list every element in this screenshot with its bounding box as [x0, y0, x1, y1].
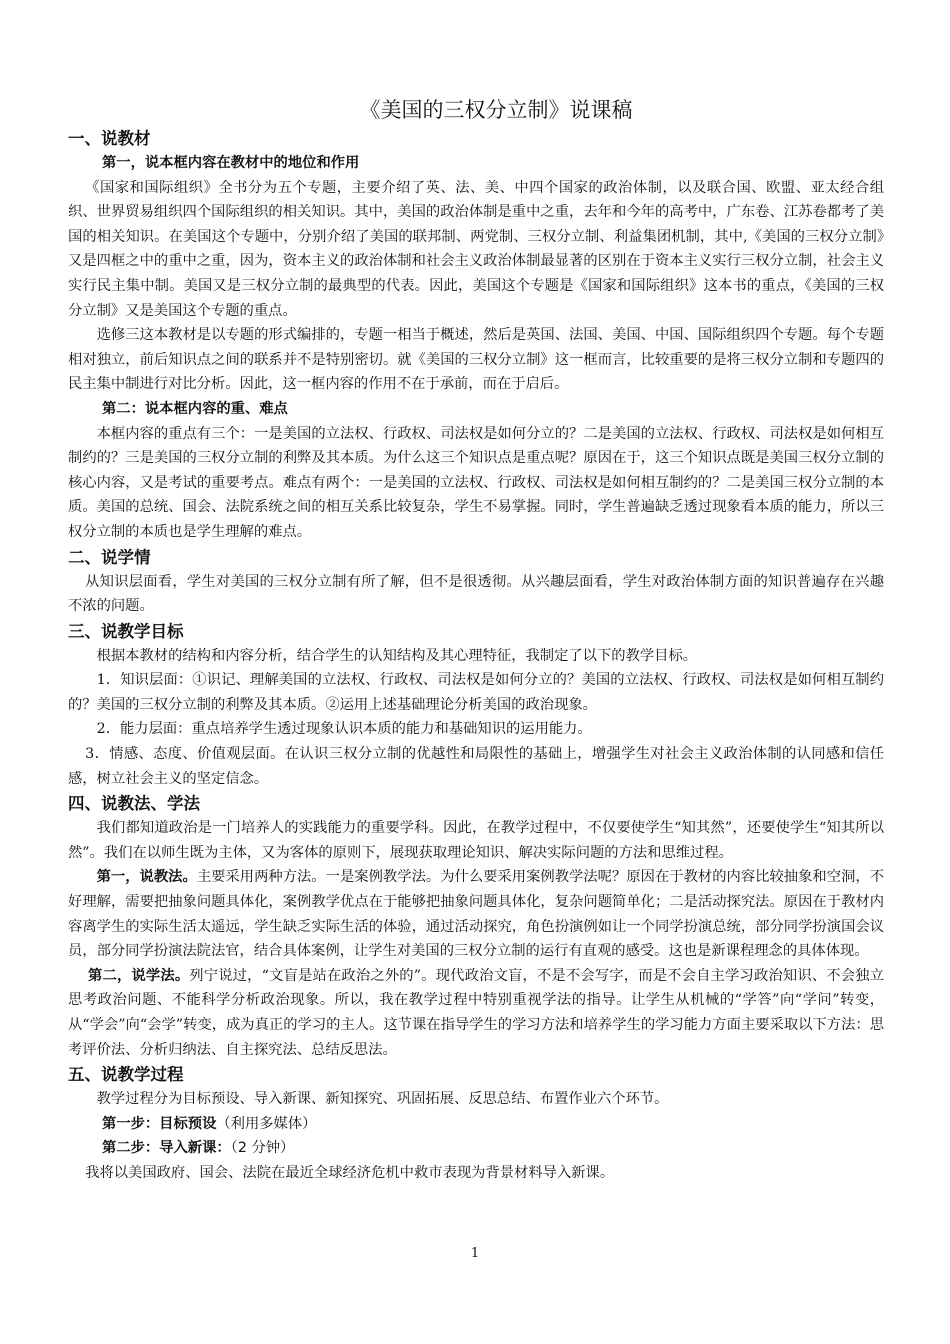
- section-1-subheading-1: 第一，说本框内容在教材中的地位和作用: [102, 155, 360, 171]
- paragraph: 1．知识层面：①识记、理解美国的立法权、行政权、司法权是如何分立的？美国的立法权、行政权、司法权是如何相互制约的？美国的三权分立制的利弊及其本质。②运用上述基础理论分析美国的政治现象。: [68, 672, 884, 713]
- section-1-subheading-2: 第二：说本框内容的重、难点: [102, 400, 288, 417]
- paragraph: 2．能力层面：重点培养学生透过现象认识本质的能力和基础知识的运用能力。: [96, 721, 592, 738]
- paragraph: [68, 865, 884, 963]
- section-5-heading: 五、说教学过程: [68, 1065, 184, 1085]
- page-number: 1: [470, 1246, 480, 1261]
- section-2-heading: 二、说学情: [68, 547, 151, 567]
- section-4-heading: 四、说教法、学法: [68, 794, 200, 814]
- step-1-label: 第一步：目标预设: [102, 1115, 217, 1132]
- paragraph-lead: 第一，说教法。: [96, 869, 197, 886]
- paragraph-lead: 第二，说学法。: [88, 967, 190, 984]
- section-1-heading: 一、说教材: [68, 129, 151, 148]
- step-1: [68, 1112, 884, 1137]
- paragraph: 我将以美国政府、国会、法院在最近全球经济危机中救市表现为背景材料导入新课。: [85, 1164, 615, 1181]
- paragraph-body: 主要采用两种方法。一是案例教学法。为什么要采用案例教学法呢？原因在于教材的内容比较抽象和空洞，不好理解，需要把抽象问题具体化，案例教学优点在于能够把抽象问题具体化，复杂问题简单化；二是活动探究法。原因在于教材内容离学生的实际生活太遥远，学生缺乏实际生活的体验，通过活动探究，角色扮演例如让一个同学扮演总统，部分同学扮演国会议员，部分同学扮演法院法官，结合具体案例，让学生对美国的三权分立制的运行有直观的感受。这也是新课程理念的具体体现。: [68, 869, 884, 960]
- step-1-note: （利用多媒体）: [216, 1115, 317, 1132]
- paragraph: 根据本教材的结构和内容分析，结合学生的认知结构及其心理特征，我制定了以下的教学目标。: [96, 647, 698, 664]
- paragraph: 3．情感、态度、价值观层面。在认识三权分立制的优越性和局限性的基础上，增强学生对社会主义政治体制的认同感和信任感，树立社会主义的坚定信念。: [68, 746, 884, 787]
- step-2: [68, 1136, 884, 1161]
- section-3-heading: 三、说教学目标: [68, 621, 184, 641]
- paragraph: 《国家和国际组织》全书分为五个专题，主要介绍了英、法、美、中四个国家的政治体制，以及联合国、欧盟、亚太经合组织、世界贸易组织四个国际组织的相关知识。其中，美国的政治体制是重中之重，去年和今年的高考中，广东卷、江苏卷都考了美国的相关知识。在美国这个专题中，分别介绍了美国的联邦制、两党制、三权分立制、利益集团机制，其中,《美国的三权分立制》又是四框之中的重中之重，因为，资本主义的政治体制和社会主义政治体制最显著的区别在于资本主义实行三权分立制，社会主义实行民主集中制。美国又是三权分立制的最典型的代表。因此，美国这个专题是《国家和国际组织》这本书的重点，《美国的三权分立制》又是美国这个专题的重点。: [68, 179, 884, 319]
- paragraph-body: 列宁说过，“文盲是站在政治之外的”。现代政治文盲，不是不会写字，而是不会自主学习政治知识、不会独立思考政治问题、不能科学分析政治现象。所以，我在教学过程中特别重视学法的指导。让学生从机械的“学答”向“学问”转变，从“学会”向“会学”转变，成为真正的学习的主人。这节课在指导学生的学习方法和培养学生的学习能力方面主要采取以下方法：思考评价法、分析归纳法、自主探究法、总结反思法。: [68, 967, 884, 1058]
- paragraph: 本框内容的重点有三个：一是美国的立法权、行政权、司法权是如何分立的？二是美国的立法权、行政权、司法权是如何相互制约的？三是美国的三权分立制的利弊及其本质。为什么这三个知识点是重点呢？原因在于，这三个知识点既是美国三权分立制的核心内容，又是考试的重要考点。难点有两个：一是美国的立法权、行政权、司法权是如何相互制约的？二是美国三权分立制的本质。美国的总统、国会、法院系统之间的相互关系比较复杂，学生不易掌握。同时，学生普遍缺乏透过现象看本质的能力，所以三权分立制的本质也是学生理解的难点。: [68, 425, 884, 540]
- paragraph: [68, 964, 884, 1062]
- document-page: [68, 94, 884, 1186]
- paragraph: 选修三这本教材是以专题的形式编排的，专题一相当于概述，然后是英国、法国、美国、中国、国际组织四个专题。每个专题相对独立，前后知识点之间的联系并不是特别密切。就《美国的三权分立制》这一框而言，比较重要的是将三权分立制和专题四的民主集中制进行对比分析。因此，这一框内容的作用不在于承前，而在于启后。: [68, 327, 884, 393]
- paragraph: 教学过程分为目标预设、导入新课、新知探究、巩固拓展、反思总结、布置作业六个环节。: [96, 1091, 669, 1108]
- document-title: 《美国的三权分立制》说课稿: [359, 98, 633, 122]
- paragraph: 从知识层面看，学生对美国的三权分立制有所了解，但不是很透彻。从兴趣层面看，学生对政治体制方面的知识普遍存在兴趣不浓的问题。: [68, 573, 884, 615]
- step-2-note: （2 分钟）: [230, 1140, 295, 1157]
- step-2-label: 第二步：导入新课：: [102, 1140, 231, 1157]
- paragraph: 我们都知道政治是一门培养人的实践能力的重要学科。因此，在教学过程中，不仅要使学生“知其然”，还要使学生“知其所以然”。我们在以师生既为主体，又为客体的原则下，展现获取理论知识、解决实际问题的方法和思维过程。: [68, 820, 884, 861]
